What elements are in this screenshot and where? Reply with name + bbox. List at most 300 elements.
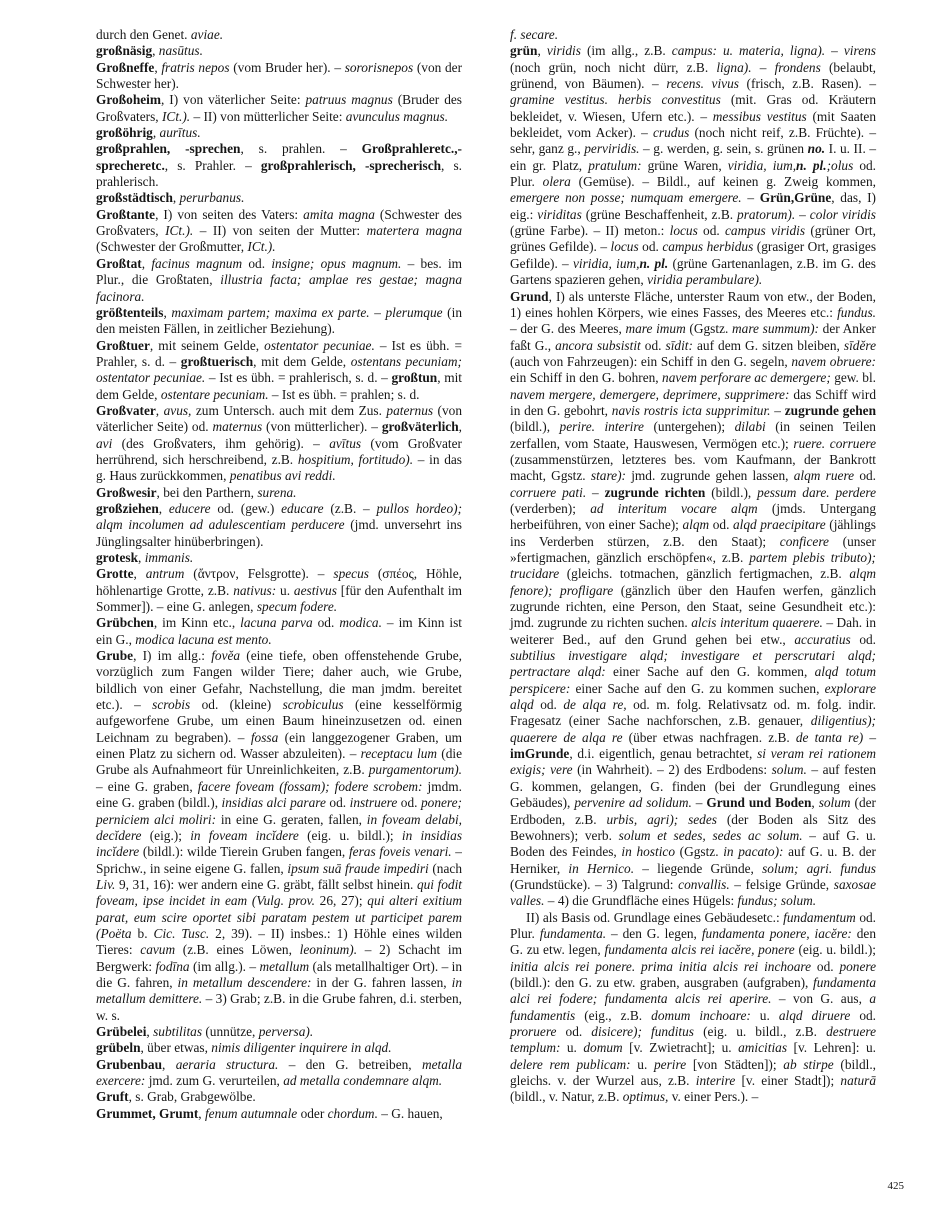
latin-term: aeraria structura. [175,1056,279,1072]
latin-term: destruere templum: [510,1023,876,1056]
latin-term: amicitias [738,1040,788,1056]
entry-text: in eine G. geraten, fallen, [216,811,367,827]
entry-text: , das, I) eig.: [510,190,876,222]
entry-text: (in den meisten Fällen, in zeitlicher Beziehung). [96,304,462,337]
latin-term: Cic. Tusc. [153,925,210,941]
entry-text: od. [556,1023,592,1039]
latin-term: aestivus [293,582,337,598]
entry-text: od. [697,223,725,239]
dictionary-entry [510,27,876,43]
latin-term: stare): [590,468,626,484]
latin-term: alqd diruere [778,1007,851,1023]
entry-text: od. (gew.) [210,500,282,516]
entry-text: (zusammenstürzen, letzteres bes. vom Kaufmann, der Bankrott macht, Ggstz. [510,451,876,484]
entry-text: od. [850,1007,877,1023]
entry-text: – den G. betreiben, [278,1056,422,1072]
latin-term: domum [583,1040,623,1056]
entry-text: – den G. legen, [606,925,702,941]
latin-term: Liv. [96,876,116,892]
headword: Großtat [96,255,142,271]
grammar-note: no. [807,141,826,157]
latin-term: solum; agri. fundus [762,860,876,876]
entry-text: (bildl.), [510,419,560,435]
headword: Grubenbau [96,1056,163,1072]
latin-term: ab stirpe [783,1056,834,1072]
latin-term: feras foveis venari. [348,844,452,860]
entry-text: gew. bl. [830,370,876,386]
latin-term: accuratius [794,631,851,647]
dictionary-entry [96,256,462,305]
entry-text: (grüne Beschaffenheit, z.B. [581,206,738,222]
latin-term: fenum autumnale [204,1105,298,1121]
left-column [96,27,462,1122]
entry-text: , I) von seiten des Vaters: [155,206,304,222]
latin-term: pratulum: [588,157,642,173]
entry-text: (in Wahrheit). – 2) des Erdbodens: [572,762,772,778]
dictionary-entry [96,27,462,43]
entry-text: – felsige Gründe, [729,876,834,892]
entry-text: auf G. u. B. der Herniker, [510,844,876,876]
entry-text: (verderben); [510,500,591,516]
entry-text: (eig. u. bildl.); [794,942,876,958]
entry-text: – eine G. graben, [96,778,198,794]
latin-term: scrobis [152,697,191,713]
latin-term: avus, [163,402,192,418]
entry-text: , mit seinem Gelde, [149,337,265,353]
entry-text: od. [811,958,840,974]
entry-text: , [146,1023,154,1039]
latin-term: fratris nepos [161,59,230,75]
entry-text: durch den Genet. [96,27,191,42]
entry-text: (von väterlicher Seite) od. [96,402,463,435]
entry-text: (ein langgezogener Graben, um einen Platz zu sichern od. Wasser abzuleiten). – [96,729,462,762]
dictionary-entry [96,566,462,615]
entry-text: einer Sache auf den G. kommen, [605,664,815,680]
latin-term: instruere [349,795,398,811]
headword: imGrunde [510,746,570,762]
headword: zugrunde gehen [784,402,877,418]
headword: großtuerisch [180,353,254,369]
entry-text: (gänzlich über den Haufen werfen, gänzlich zugrunde richten, eine Person, den Staat, seine Gesundheit etc.): jmd. zugrunde zu richten suchen. [510,582,876,631]
entry-text: – 4) die Grundfläche eines Hügels: [544,893,738,909]
headword: großtun [391,370,438,386]
latin-term: perurbanus. [179,190,245,206]
headword: größtenteils [96,304,164,320]
latin-term: pervenire ad solidum. [574,795,692,811]
dictionary-entry [96,60,462,93]
latin-term: fundamenta. [539,925,607,941]
latin-term: disicere); funditus [591,1023,694,1039]
headword: grün [510,43,538,59]
entry-text: (noch nicht reif, z.B. Früchte). – sehr, ganz g., [510,125,876,157]
entry-text: u. [630,1056,654,1072]
headword: Grummet, Grumt [96,1105,199,1121]
page-number: 425 [887,1180,904,1192]
latin-term: fundamentum [783,909,856,925]
latin-term: locus [669,223,698,239]
entry-text: , [537,43,547,59]
headword: Gruft [96,1089,129,1105]
entry-text: jmdm. eine G. graben (bildl.), [96,778,462,811]
latin-term: ruere. corruere [793,435,876,451]
latin-term: viridis [546,43,581,59]
latin-term: initia alcis rei ponere. prima initia alcis rei inchoare [510,958,812,974]
entry-text: , [162,1056,176,1072]
entry-text: oder [297,1105,328,1121]
latin-term: maximam partem; maxima ex parte. [171,304,370,320]
dictionary-entry [96,501,462,550]
latin-term: maternus [212,419,263,435]
latin-term: perviridis. [584,141,640,157]
latin-term: a fundamentis [510,991,877,1023]
latin-term: ICt.). [247,239,276,255]
dictionary-entry [96,550,462,566]
entry-text: – im Kinn ist ein G., [96,615,462,647]
latin-term: ICt.). [161,108,191,124]
entry-text: , s. prahlerisch. [96,157,463,190]
entry-text: , I) als unterste Fläche, unterster Raum von etw., der Boden, 1) eines hohlen Körpers, wie eines Fasses, des Meeres etc.: [510,288,876,320]
latin-term: in metallum demittere. [96,974,462,1007]
latin-term: lacuna parva [240,615,313,631]
latin-term: leoninum). [299,942,358,958]
entry-text: , [158,500,169,516]
latin-term: qui alteri exitium parat, eum scire oportet sibi paratam pestem ut participet parem (Poëta [96,893,462,941]
latin-term: viriditas [537,206,582,222]
entry-text: (untergehen); [643,419,735,435]
latin-term: perire [654,1056,687,1072]
latin-term: alcis interitum quaerere. [691,615,823,631]
entry-text: – [586,484,605,500]
dictionary-entry [96,92,462,125]
entry-text: od. [850,631,877,647]
latin-term: immanis. [144,550,194,565]
entry-text: – g. werden, g. sein, s. grünen [639,141,808,157]
entry-text: (jählings ins Verderben stürzen, z.B. den Staat); [510,517,876,549]
dictionary-entry [96,305,462,338]
headword: zugrunde richten [604,484,706,500]
entry-text: 26, 27); [314,893,368,909]
latin-term: solum et sedes, sedes ac solum. [618,827,803,843]
entry-text: [für den Aufenthalt im Sommer]). – eine G. anlegen, [96,582,463,615]
entry-text: (bildl.): den G. zu etw. graben, ausgraben (aufgraben), [510,974,813,990]
entry-text: – auf G. u. Boden des Feindes, [510,827,876,860]
latin-term: delere rem publicam: [510,1056,631,1072]
entry-text: , s. Prahler. – [164,157,261,173]
entry-text: den G. zu etw. legen, [510,925,877,958]
latin-term: ostentator pecuniae. [264,337,375,353]
headword: großprahlen, -sprechen [96,141,241,157]
latin-term: sīdit: [665,337,693,353]
latin-term: viridia, ium, [727,157,797,173]
entry-text: (σπέος, Höhle, höhlenartige Grotte, z.B. [96,566,462,598]
latin-term: gramine vestitus. herbis convestitus [510,92,721,108]
entry-text: (jmd. unversehrt ins Jünglingsalter hinüberbringen). [96,517,462,549]
entry-text: (im allg.). – [189,958,260,974]
latin-term: virens [843,43,876,59]
entry-text: – [795,206,810,222]
entry-text: (ἄντρον, Felsgrotte). – [184,566,334,582]
dictionary-entry [96,207,462,256]
latin-term: dilabi [734,419,766,435]
entry-text: (von der Schwester her). [96,59,463,92]
entry-text: , [458,419,462,435]
entry-text: (der Boden als Sitz des Bewohners); verb. [510,811,876,843]
entry-text: (unser »fertigmachen, gänzlich erschöpfen«, z.B. [510,533,876,565]
entry-text: (in seinen Teilen zerfallen, vom Staate, Hauswesen, Vermögen etc.); [510,419,876,451]
entry-text: (eig.); [141,827,191,843]
latin-term: metalla exercere: [96,1056,463,1088]
entry-text: (als metallhaltiger Ort). – in die G. fahren, [96,958,463,990]
entry-text: (Ggstz. [685,321,733,337]
latin-term: fundamenta alcis rei iacĕre, ponere [604,942,795,958]
latin-term: navem perforare ac demergere; [662,370,831,386]
latin-term: educare [281,500,324,516]
entry-text: , [811,795,819,811]
latin-term: paternus [386,402,434,418]
headword: Großoheim [96,92,161,108]
latin-term: solum [818,795,851,811]
entry-text: – von G. aus, [771,991,870,1007]
latin-term: optimus, [622,1089,669,1105]
entry-text: (über etwas nachfragen. z.B. [622,729,796,745]
entry-text: zum Untersch. auch mit dem Zus. [191,402,387,418]
entry-text: – II) von mütterlicher Seite: [190,108,346,124]
headword: großprahlerisch, -sprecherisch [260,157,442,173]
entry-text: (z.B. – [323,500,377,516]
entry-text: (grüner Ort, grünes Gefilde). – [510,223,876,255]
latin-term: specus [333,566,369,582]
latin-term: illustria facta; amplae res gestae; magna facinora. [96,272,462,304]
latin-term: de alqa re, [563,697,627,713]
entry-text: od. [325,795,350,811]
entry-text: od. Plur. [510,157,876,190]
entry-text: v. einer Pers.). – [668,1089,759,1105]
entry-text: (bildl.): wilde Tierein Gruben fangen, [139,844,349,860]
latin-term: patruus magnus [305,92,393,108]
entry-text: od. [242,255,272,271]
headword: Großprahleretc.,-sprecheretc. [96,141,462,173]
entry-text: u. [276,582,294,598]
latin-term: in metallum descendere: [177,974,312,990]
latin-term: de tanta re) [795,729,864,745]
latin-term: locus [610,239,639,255]
entry-text: (nach [428,860,462,876]
entry-text: od. Plur. [510,909,877,941]
latin-term: surena. [257,484,297,500]
entry-text: od. (kleine) [190,697,283,713]
latin-term: specum fodere. [256,599,338,615]
entry-text: – Sprichw., in seine eigene G. fallen, [96,844,462,876]
entry-text: (auch von Fahrzeugen): ein Schiff in den G. segeln, [510,353,792,369]
latin-term: subtilius investigare alqd; investigare et perscrutari alqd; pertractare alqd: [510,648,876,680]
entry-text: – [825,43,844,59]
latin-term: subtilitas [153,1023,203,1039]
entry-text: 9, 31, 16): wer andern eine G. gräbt, fällt selbst hinein. [115,876,417,892]
dictionary-entry [96,485,462,501]
entry-text: – Ist es übh. = prahlen; s. d. [268,386,420,402]
entry-text: in der G. fahren lassen, [311,974,452,990]
entry-text: , [198,1105,205,1121]
entry-text: einer Sache auf den G. zu kommen suchen, [570,680,825,696]
entry-text: (der Erdboden, z.B. [510,795,876,827]
latin-term: purgamentorum). [368,762,462,778]
latin-term: scrobiculus [282,697,344,713]
dictionary-entry [96,338,462,403]
entry-text: (des Großvaters, ihm gehörig). – [112,435,330,451]
latin-term: in foveam incĭdere [190,827,299,843]
dictionary-entry [96,1106,462,1122]
dictionary-entry [96,1057,462,1090]
latin-term: perire. interire [559,419,644,435]
latin-term: perversa). [258,1023,314,1039]
entry-text: [von Städten]); [686,1056,784,1072]
dictionary-entry [96,403,462,485]
headword: Grund und Boden [706,795,812,811]
entry-text: od. [397,795,421,811]
headword: Großvater [96,402,156,418]
entry-text: od. [533,697,564,713]
entry-text: (bildl., gleichs. v. der Wurzel aus, z.B. [510,1056,876,1088]
entry-text: (vom Großvater herrührend, sich herschreibend, z.B. [96,435,463,467]
entry-text: I. u. II. – ein gr. Platz, [510,141,877,173]
entry-text: , mit dem Gelde, [253,353,351,369]
latin-term: in Hernico. [568,860,635,876]
latin-term: ICt.). [165,223,194,239]
latin-term: facinus magnum [151,255,243,271]
latin-term: explorare alqd [510,680,876,713]
latin-term: alqm fenore); profligare [510,566,876,598]
latin-term: naturā [840,1073,877,1088]
entry-text: (noch grün, noch nicht dürr, z.B. [510,59,717,75]
entry-text: (Gemüse). – Bildl., auf keinen g. Zweig kommen, [570,174,876,190]
latin-term: sīdĕre [843,337,876,353]
entry-text: u. [750,1007,779,1023]
entry-text: (eig. u. bildl., z.B. [694,1023,827,1039]
latin-term: mare imum [625,321,686,337]
entry-text: (Bruder des Großvaters, [96,92,462,124]
latin-term: antrum [145,566,185,582]
latin-term: crudus [652,125,690,141]
latin-term: fossa [250,729,279,745]
entry-text: (frisch, z.B. Rasen). – [738,76,877,92]
dictionary-entry [96,125,462,141]
latin-term: partem plebis tributo); trucidare [510,550,876,582]
latin-term: avītus [329,435,362,451]
latin-term: in foveam delabi, decĭdere [96,811,462,843]
entry-text: (gleichs. totmachen, gänzlich fertigmachen, z.B. [559,566,850,582]
dictionary-entry [96,615,462,648]
entry-text: – der G. des Meeres, [510,321,626,337]
entry-text: (bildl., v. Natur, z.B. [510,1089,623,1105]
headword: Großtuer [96,337,150,353]
latin-term: color viridis [809,206,876,222]
dictionary-entry [96,190,462,206]
entry-text: jmd. zugrunde gehen lassen, [625,468,794,484]
entry-text: – liegende Gründe, [634,860,763,876]
latin-term: campus viridis [724,223,806,239]
entry-text: (eig. u. bildl.); [298,827,402,843]
entry-text: od. [638,239,663,255]
latin-term: fundus; solum. [737,893,817,909]
entry-text: jmd. zum G. verurteilen, [145,1073,284,1088]
entry-text: (z.B. eines Löwen, [175,942,300,958]
latin-term: conficere [779,533,829,549]
latin-term: ancora subsistit [555,337,641,353]
latin-term: navem obruere: [791,353,877,369]
dictionary-entry [510,43,876,288]
latin-term: nativus: [233,582,277,598]
grammar-note: n. pl. [796,157,827,173]
headword: großöhrig [96,125,153,141]
latin-term: messibus vestitus [712,108,807,124]
latin-term: in pacato): [723,844,784,860]
entry-text: (eine tiefe, oben offenstehende Grube, vorzüglich zum Fangen wilder Tiere; daher auch, wie Grube, bildlich von einer Gefahr, Nachstellung, die man jmdm. bereitet etc.). – [96,648,462,713]
latin-term: alqm ruere [793,468,855,484]
latin-term: pullos hordeo); alqm incolumen ad adulescentiam perducere [96,500,463,533]
latin-term: in insidias incĭdere [96,827,463,860]
latin-term: mare summum): [732,321,819,337]
headword: Grund [510,288,549,304]
latin-term: ostentare pecuniam. [160,386,269,402]
entry-text: od. [312,615,340,631]
entry-text: – [741,190,760,206]
entry-text: ein Schiff in den G. bohren, [510,370,663,386]
dictionary-entry [96,648,462,1024]
entry-text: , I) von väterlicher Seite: [161,92,306,108]
entry-text: – 2) Schacht im Bergwerk: [96,942,462,974]
latin-term: modica lacuna est mento. [135,631,272,647]
latin-term: sororisnepos [344,59,414,75]
latin-term: alqm [682,517,710,533]
entry-text: od. [709,517,733,533]
latin-term: qui fodit foveam, ipse incidet in eam (Vulg. prov. [96,876,462,909]
entry-text: [v. einer Stadt]); [735,1073,841,1088]
latin-term: ad interitum vocare alqm [590,500,758,516]
latin-term: emergere non posse; numquam emergere. [510,190,742,206]
entry-text: – Ist es übh. = prahlerisch, s. d. – [205,370,392,386]
entry-text: (Schwester des Großvaters, [96,206,462,239]
dictionary-entry [96,141,462,190]
latin-term: saxosae valles. [510,876,876,909]
latin-term: alqd praecipitare [732,517,826,533]
headword: Grübelei [96,1023,147,1039]
latin-term: f. secare. [510,27,559,42]
entry-text: – Ist es übh. = Prahler, s. d. – [96,337,463,369]
entry-text: (mit Saaten bekleidet, vom Acker). – [510,108,876,141]
latin-term: olera [542,174,571,190]
latin-term: avi [96,435,113,451]
entry-text: – [369,304,386,320]
entry-text: (bildl.), [705,484,758,500]
entry-text: – [863,729,877,745]
latin-term: ponere [839,958,876,974]
dictionary-entry [510,910,876,1106]
entry-text: 2, 39). – II) insbes.: 1) Höhle eines wilden Tieres: [96,925,462,958]
entry-text: b. [131,925,154,941]
entry-text: – bes. im Plur., die Großtaten, [96,255,463,288]
latin-term: amita magna [303,206,375,222]
entry-text: grüne Waren, [641,157,728,173]
latin-term: si veram rei rationem exigis; vere [510,746,877,778]
entry-text: – [751,59,775,75]
entry-text: , s. prahlen. – [240,141,362,157]
latin-term: in hostico [621,844,675,860]
latin-term: solum. [771,762,807,778]
latin-term: viridia, ium, [572,255,640,271]
entry-text: (unnütze, [202,1023,259,1039]
latin-term: pessum dare. perdere [757,484,876,500]
entry-text: II) als Basis od. Grundlage eines Gebäudesetc.: [526,909,784,925]
